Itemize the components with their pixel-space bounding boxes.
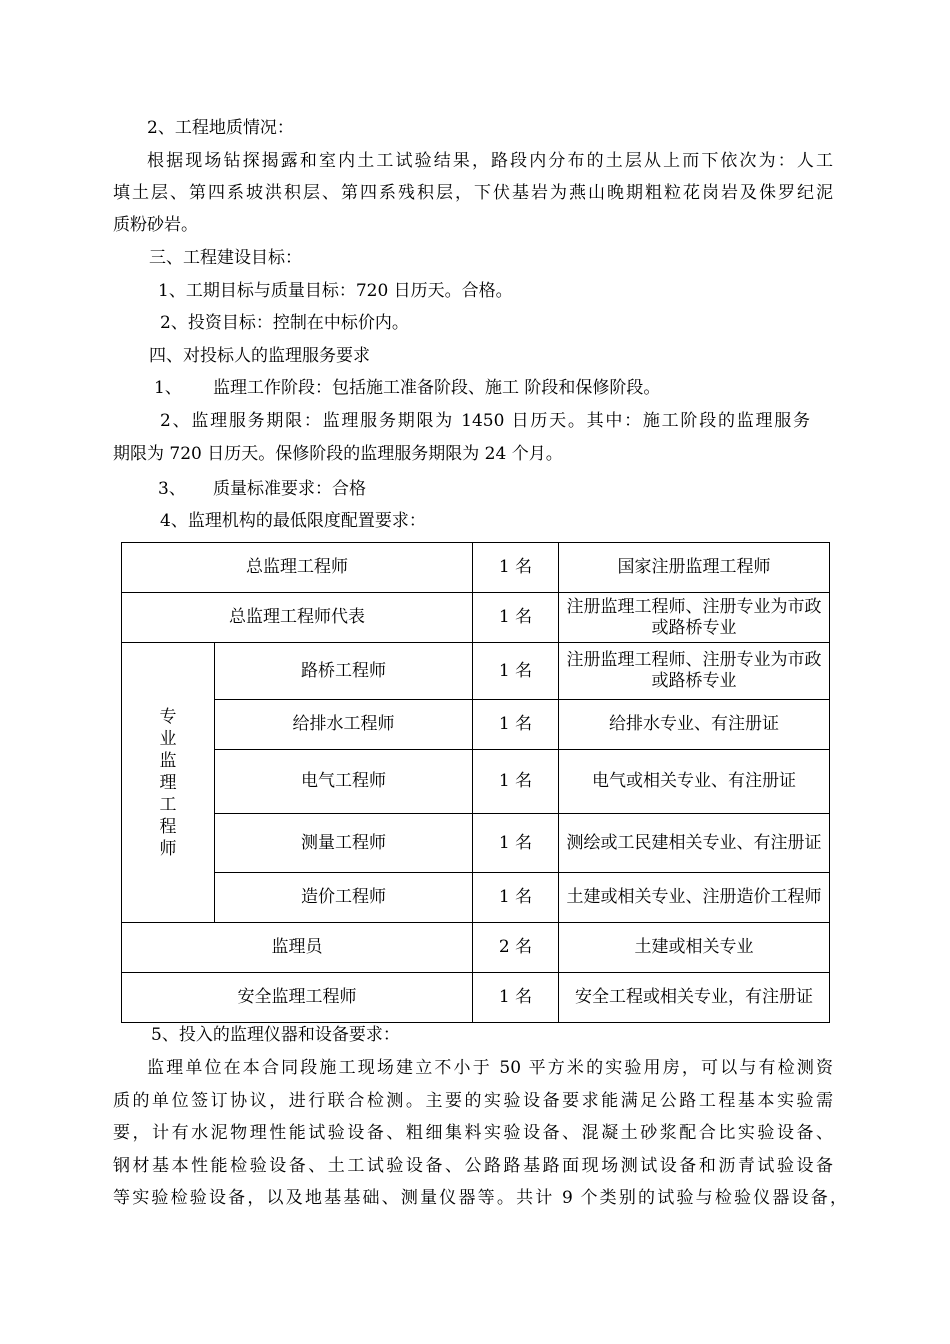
table-row [122, 643, 830, 700]
role-cell: 造价工程师 [215, 873, 473, 923]
requirement-cell: 国家注册监理工程师 [559, 543, 830, 593]
staff-requirements-table [121, 542, 830, 1023]
role-cell: 电气工程师 [215, 750, 473, 814]
service-3-text: 质量标准要求：合格 [213, 479, 366, 499]
table-row [122, 700, 830, 750]
service-2-line-2: 期限为 720 日历天。保修阶段的监理服务期限为 24 个月。 [113, 444, 563, 464]
count-cell: 1 名 [473, 593, 559, 643]
role-cell: 路桥工程师 [215, 643, 473, 700]
count-cell: 1 名 [473, 700, 559, 750]
service-1-number: 1、 [154, 378, 182, 398]
table-row [122, 814, 830, 873]
service-heading: 四、对投标人的监理服务要求 [149, 346, 370, 366]
count-cell: 1 名 [473, 873, 559, 923]
requirement-cell: 土建或相关专业 [559, 923, 830, 973]
table-row [122, 750, 830, 814]
count-cell: 1 名 [473, 750, 559, 814]
requirement-cell: 测绘或工民建相关专业、有注册证 [559, 814, 830, 873]
goal-1: 1、工期目标与质量目标：720 日历天。合格。 [158, 281, 513, 301]
requirement-cell: 注册监理工程师、注册专业为市政或路桥专业 [559, 643, 830, 700]
geology-line-2: 填土层、第四系坡洪积层、第四系残积层，下伏基岩为燕山晚期粗粒花岗岩及侏罗纪泥 [113, 183, 833, 203]
count-cell: 1 名 [473, 643, 559, 700]
goals-heading: 三、工程建设目标： [149, 248, 302, 268]
service-1-text: 监理工作阶段：包括施工准备阶段、施工 阶段和保修阶段。 [213, 378, 661, 398]
equipment-line-2: 质的单位签订协议，进行联合检测。主要的实验设备要求能满足公路工程基本实验需 [113, 1091, 833, 1111]
equipment-line-4: 钢材基本性能检验设备、土工试验设备、公路路基路面现场测试设备和沥青试验设备 [113, 1156, 833, 1176]
table-row [122, 923, 830, 973]
count-cell: 1 名 [473, 543, 559, 593]
role-cell: 总监理工程师 [122, 543, 473, 593]
service-2-line-1: 2、监理服务期限：监理服务期限为 1450 日历天。其中：施工阶段的监理服务 [160, 411, 810, 431]
goal-2: 2、投资目标：控制在中标价内。 [160, 313, 409, 333]
requirement-cell: 电气或相关专业、有注册证 [559, 750, 830, 814]
count-cell: 2 名 [473, 923, 559, 973]
table-row [122, 873, 830, 923]
requirement-cell: 安全工程或相关专业，有注册证 [559, 973, 830, 1023]
count-cell: 1 名 [473, 814, 559, 873]
equipment-heading: 5、投入的监理仪器和设备要求： [151, 1025, 400, 1045]
role-cell: 监理员 [122, 923, 473, 973]
equipment-line-5: 等实验检验设备，以及地基基础、测量仪器等。共计 9 个类别的试验与检验仪器设备， [113, 1188, 847, 1208]
table-row [122, 543, 830, 593]
equipment-line-1: 监理单位在本合同段施工现场建立不小于 50 平方米的实验用房，可以与有检测资 [147, 1058, 833, 1078]
requirement-cell: 给排水专业、有注册证 [559, 700, 830, 750]
table-row [122, 973, 830, 1023]
geology-heading: 2、工程地质情况： [147, 118, 294, 138]
table-row [122, 593, 830, 643]
requirement-cell: 土建或相关专业、注册造价工程师 [559, 873, 830, 923]
group-label-cell [122, 643, 215, 923]
role-cell: 总监理工程师代表 [122, 593, 473, 643]
requirement-cell: 注册监理工程师、注册专业为市政或路桥专业 [559, 593, 830, 643]
role-cell: 安全监理工程师 [122, 973, 473, 1023]
geology-line-3: 质粉砂岩。 [113, 215, 198, 235]
service-4-text: 4、监理机构的最低限度配置要求： [160, 511, 426, 531]
count-cell: 1 名 [473, 973, 559, 1023]
equipment-line-3: 要，计有水泥物理性能试验设备、粗细集料实验设备、混凝土砂浆配合比实验设备、 [113, 1123, 833, 1143]
service-3-number: 3、 [158, 479, 186, 499]
geology-line-1: 根据现场钻探揭露和室内土工试验结果，路段内分布的土层从上而下依次为：人工 [147, 151, 833, 171]
role-cell: 给排水工程师 [215, 700, 473, 750]
group-label: 专业监理工程师 [159, 706, 177, 859]
role-cell: 测量工程师 [215, 814, 473, 873]
